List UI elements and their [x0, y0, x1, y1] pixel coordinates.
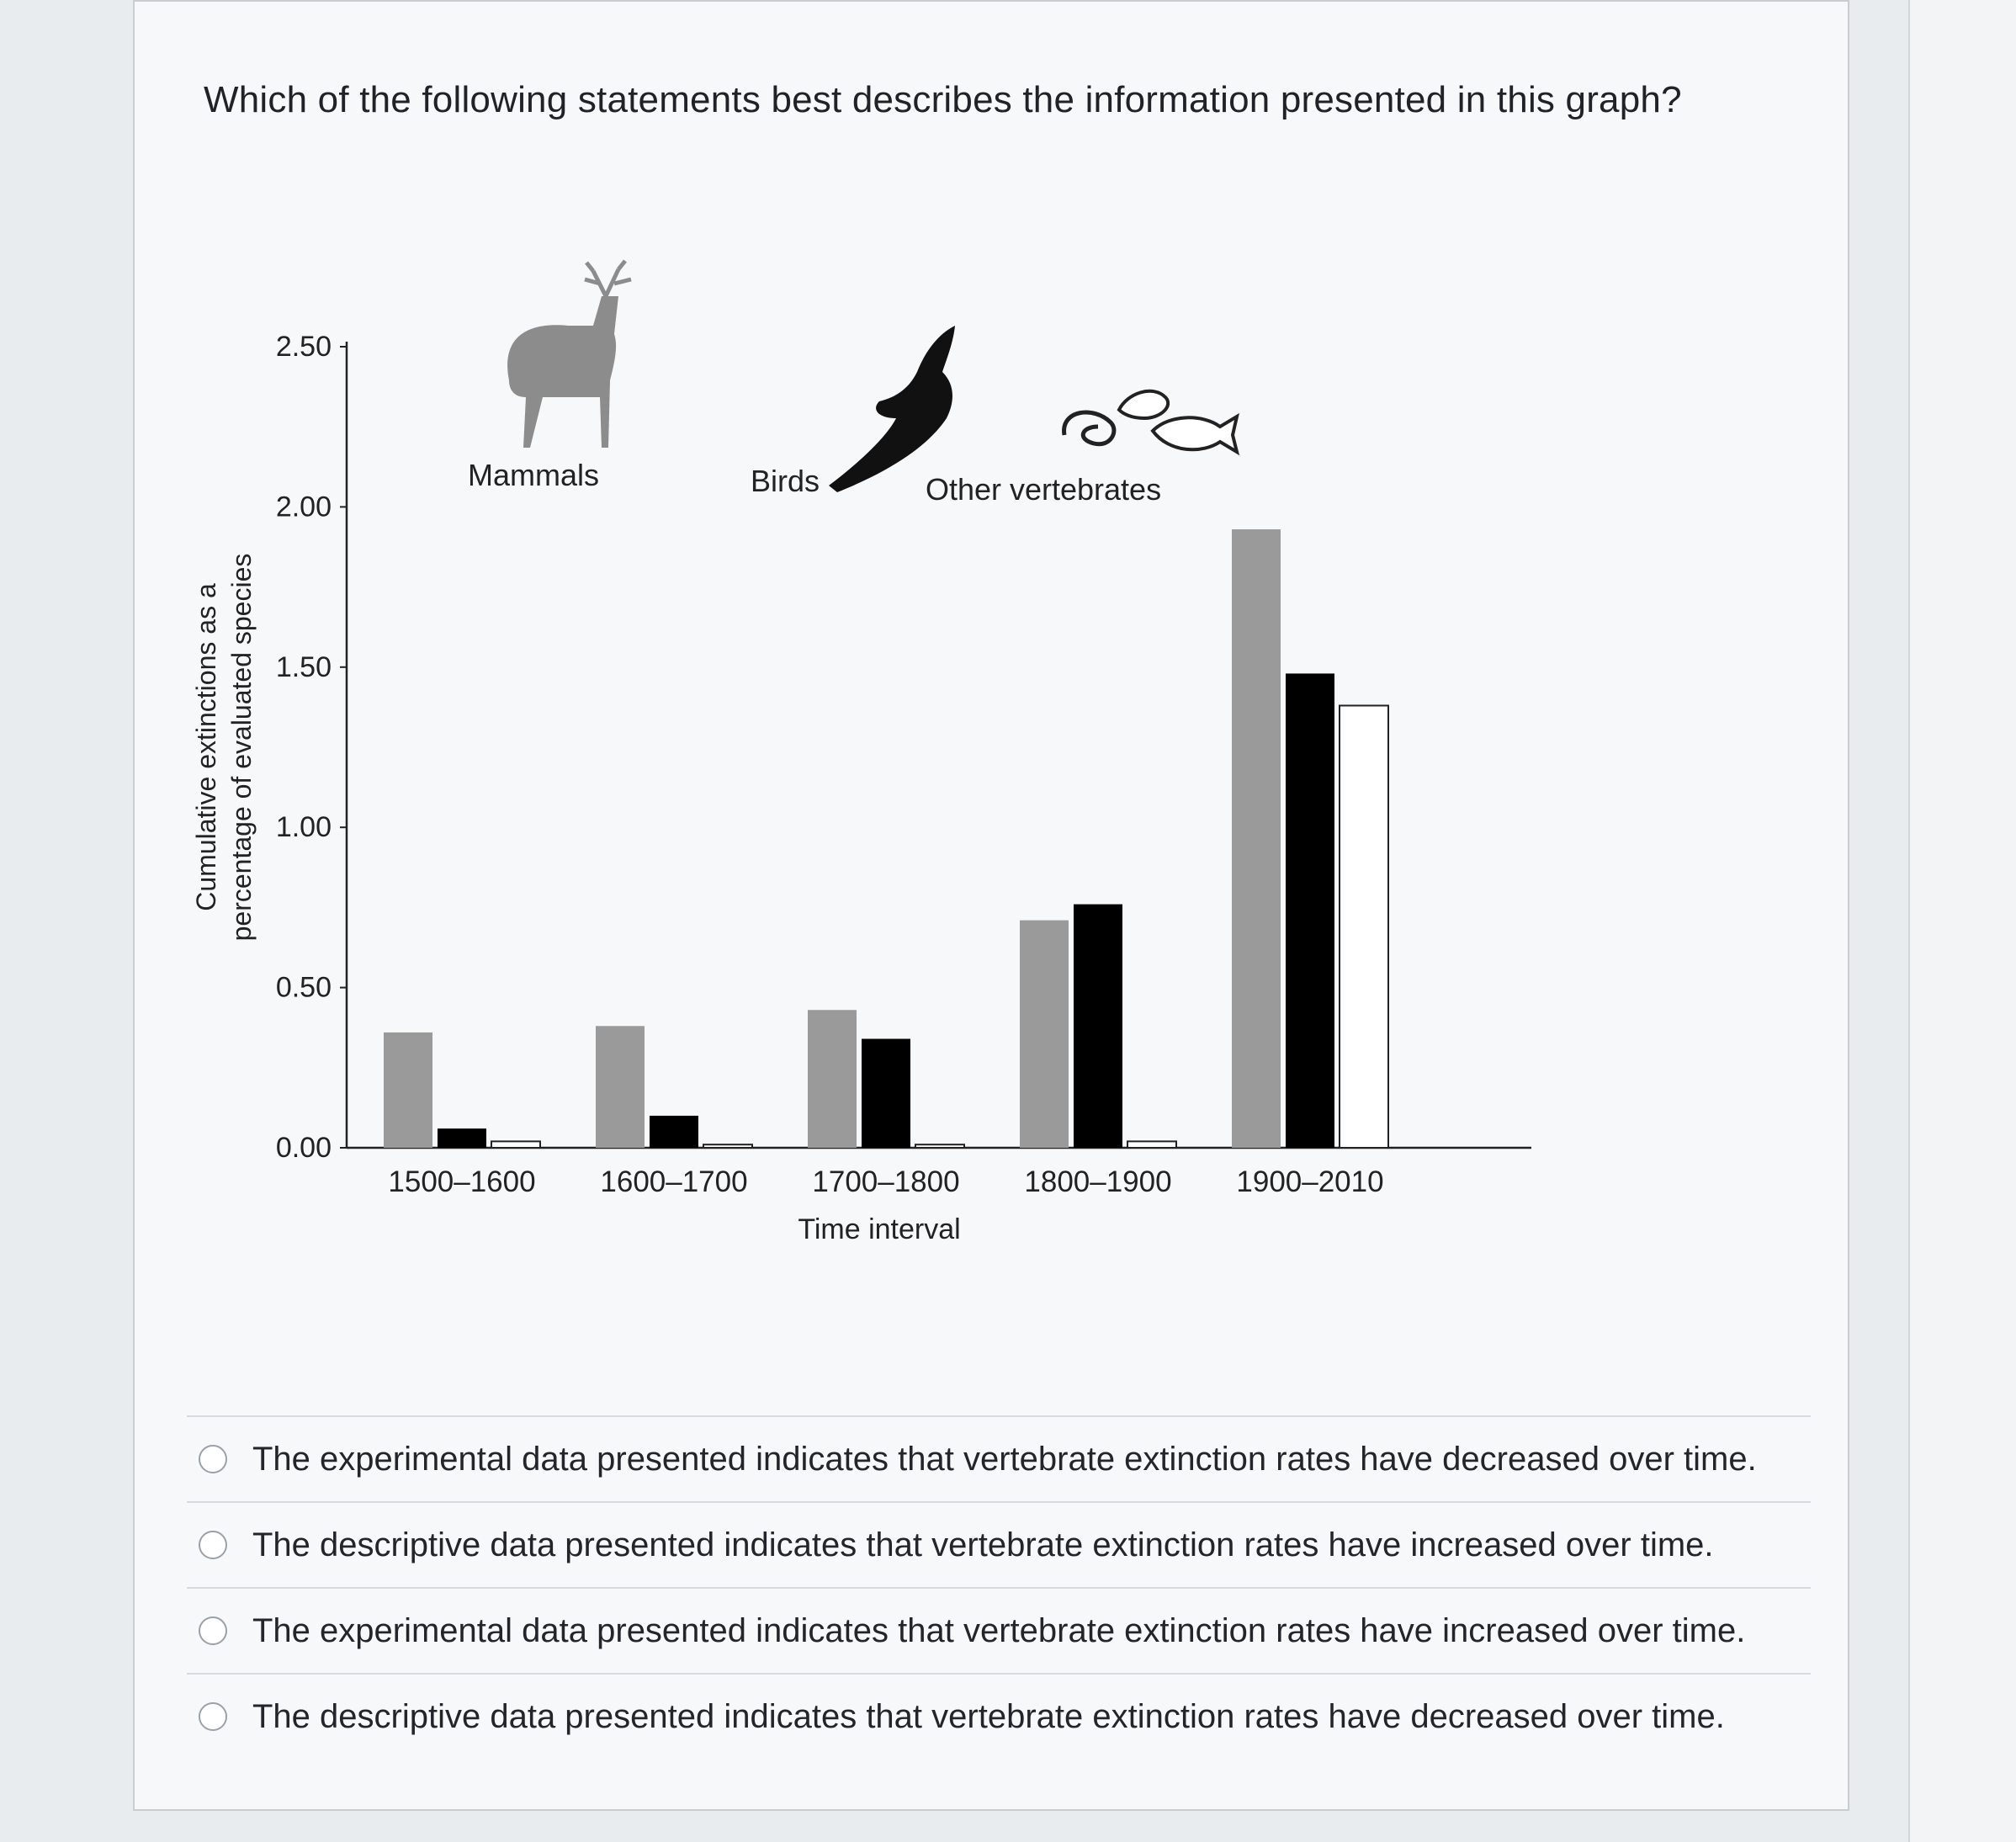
- bar: [808, 1010, 857, 1148]
- answer-option-label: The experimental data presented indicates that vertebrate extinction rates have decreased over time.: [252, 1440, 1757, 1478]
- y-tick-label: 2.50: [275, 331, 332, 363]
- bar: [1074, 905, 1122, 1148]
- radio-button[interactable]: [199, 1616, 227, 1645]
- x-axis-title: Time interval: [798, 1213, 961, 1245]
- y-axis-title-line: percentage of evaluated species: [226, 553, 257, 942]
- bar: [915, 1144, 964, 1148]
- deer-icon: [507, 261, 631, 448]
- radio-button[interactable]: [199, 1445, 227, 1473]
- answer-option[interactable]: [187, 1415, 1811, 1501]
- chart-bars: [384, 529, 1388, 1148]
- y-axis-title-line: Cumulative extinctions as a: [191, 583, 221, 911]
- x-tick-label: 1900–2010: [1236, 1165, 1384, 1198]
- x-tick-label: 1500–1600: [388, 1165, 536, 1198]
- answer-options: [187, 1415, 1811, 1759]
- y-tick-label: 0.00: [275, 1132, 332, 1164]
- bar: [438, 1128, 486, 1148]
- y-tick-label: 1.50: [275, 650, 332, 683]
- answer-option[interactable]: [187, 1587, 1811, 1673]
- eagle-icon: [829, 326, 955, 492]
- radio-button[interactable]: [199, 1531, 227, 1559]
- answer-option[interactable]: [187, 1673, 1811, 1759]
- legend-label: Other vertebrates: [925, 472, 1162, 507]
- answer-option[interactable]: [187, 1501, 1811, 1587]
- y-tick-label: 1.00: [275, 811, 332, 844]
- bar: [862, 1039, 910, 1148]
- bar: [1340, 705, 1388, 1148]
- radio-button[interactable]: [199, 1702, 227, 1731]
- question-card: [133, 0, 1849, 1811]
- legend-label: Birds: [750, 464, 820, 498]
- x-tick-label: 1800–1900: [1024, 1165, 1172, 1198]
- bar: [1286, 673, 1334, 1148]
- bar: [1232, 529, 1281, 1148]
- answer-option-label: The experimental data presented indicates that vertebrate extinction rates have increased over time.: [252, 1611, 1746, 1649]
- bar: [650, 1116, 698, 1148]
- bar: [491, 1141, 540, 1148]
- bar: [384, 1032, 432, 1148]
- chart-legend: [468, 261, 1237, 507]
- chart-svg: [135, 2, 1851, 1314]
- x-tick-label: 1600–1700: [600, 1165, 748, 1198]
- snake-frog-fish-icon: [1064, 391, 1237, 452]
- answer-option-label: The descriptive data presented indicates that vertebrate extinction rates have decreased over time.: [252, 1697, 1725, 1735]
- question-text: Which of the following statements best describes the information presented in this graph?: [204, 79, 1682, 120]
- bar: [1020, 921, 1069, 1148]
- x-tick-label: 1700–1800: [812, 1165, 960, 1198]
- bar: [596, 1026, 645, 1148]
- bar: [1127, 1141, 1176, 1148]
- y-tick-label: 2.00: [275, 491, 332, 523]
- side-panel: [1908, 0, 2016, 1842]
- bar-chart: [135, 2, 1851, 1314]
- y-tick-label: 0.50: [275, 971, 332, 1004]
- bar: [703, 1144, 752, 1148]
- legend-label: Mammals: [467, 458, 600, 492]
- answer-option-label: The descriptive data presented indicates that vertebrate extinction rates have increased over time.: [252, 1526, 1714, 1563]
